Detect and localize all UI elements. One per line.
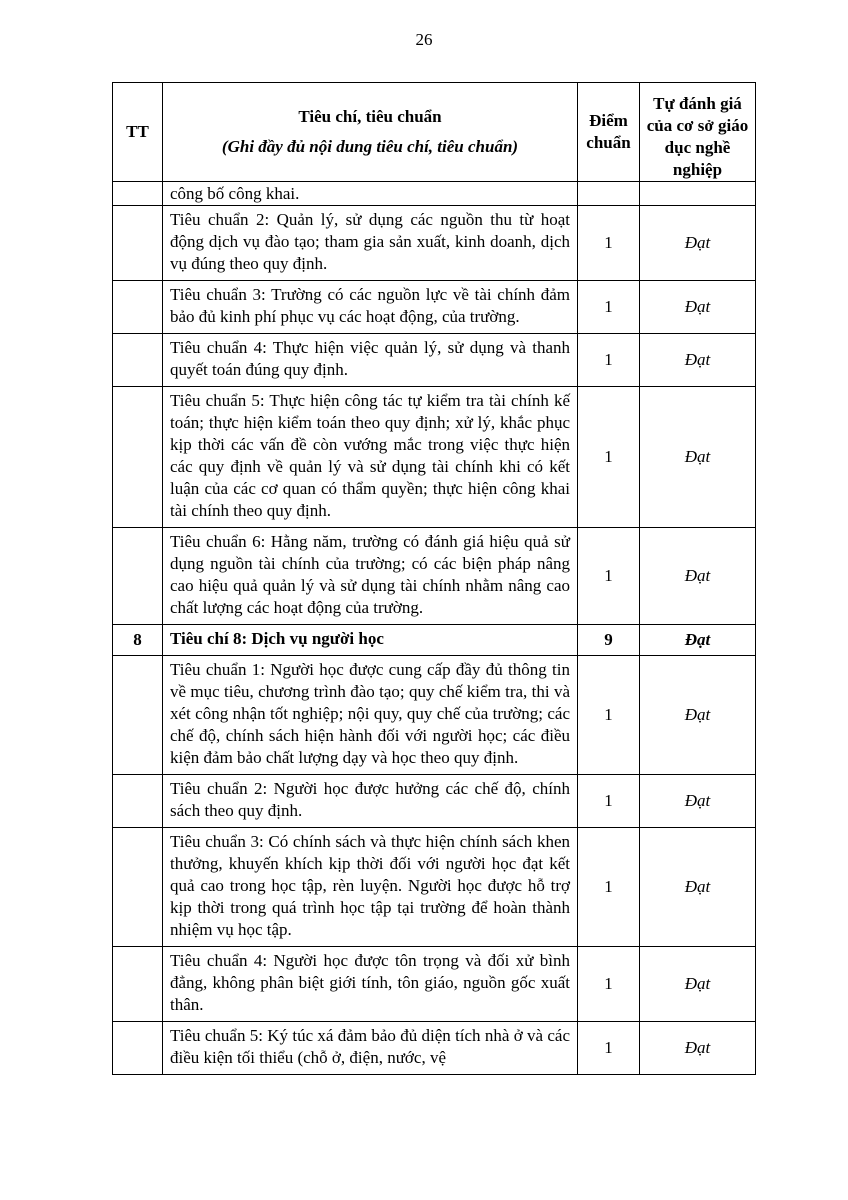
row-text-content: Tiêu chuẩn 5: Ký túc xá đảm bảo đủ diện tích nhà ở và các điều kiện tối thiểu (chỗ ở, điện, nước, vệ bbox=[170, 1026, 570, 1067]
criterion-row bbox=[113, 625, 756, 656]
header-criteria-title: Tiêu chí, tiêu chuẩn bbox=[298, 107, 442, 126]
continuation-row bbox=[113, 182, 756, 206]
row-eval: Đạt bbox=[640, 334, 756, 387]
standard-row bbox=[113, 334, 756, 387]
standard-row bbox=[113, 206, 756, 281]
row-eval: Đạt bbox=[640, 1022, 756, 1075]
row-score: 1 bbox=[578, 656, 640, 775]
row-tt bbox=[113, 775, 163, 828]
row-text: Tiêu chuẩn 3: Trường có các nguồn lực về tài chính đảm bảo đủ kinh phí phục vụ các hoạt động, của trường. bbox=[163, 281, 578, 334]
header-score: Điểm chuẩn bbox=[578, 83, 640, 182]
row-text: Tiêu chuẩn 2: Quản lý, sử dụng các nguồn thu từ hoạt động dịch vụ đào tạo; tham gia sản xuất, kinh doanh, dịch vụ đúng theo quy định. bbox=[163, 206, 578, 281]
row-tt: 8 bbox=[113, 625, 163, 656]
page-number: 26 bbox=[415, 30, 433, 49]
row-eval: Đạt bbox=[640, 828, 756, 947]
row-tt bbox=[113, 828, 163, 947]
row-text bbox=[163, 1022, 578, 1075]
row-score: 1 bbox=[578, 947, 640, 1022]
row-eval: Đạt bbox=[640, 387, 756, 528]
header-tt: TT bbox=[113, 83, 163, 182]
row-text: Tiêu chí 8: Dịch vụ người học bbox=[163, 625, 578, 656]
standard-row bbox=[113, 1022, 756, 1075]
row-text: Tiêu chuẩn 2: Người học được hưởng các chế độ, chính sách theo quy định. bbox=[163, 775, 578, 828]
standard-row bbox=[113, 947, 756, 1022]
row-score: 1 bbox=[578, 281, 640, 334]
row-tt bbox=[113, 528, 163, 625]
header-self-eval: Tự đánh giá của cơ sở giáo dục nghề nghiệp bbox=[640, 83, 756, 182]
row-eval: Đạt bbox=[640, 206, 756, 281]
row-eval: Đạt bbox=[640, 528, 756, 625]
row-text: Tiêu chuẩn 4: Người học được tôn trọng và đối xử bình đẳng, không phân biệt giới tính, tôn giáo, nguồn gốc xuất thân. bbox=[163, 947, 578, 1022]
row-score: 9 bbox=[578, 625, 640, 656]
row-score: 1 bbox=[578, 828, 640, 947]
row-score: 1 bbox=[578, 387, 640, 528]
criteria-table bbox=[112, 82, 756, 1075]
row-score: 1 bbox=[578, 1022, 640, 1075]
standard-row bbox=[113, 656, 756, 775]
row-tt bbox=[113, 1022, 163, 1075]
row-eval: Đạt bbox=[640, 625, 756, 656]
row-tt bbox=[113, 281, 163, 334]
header-criteria bbox=[163, 83, 578, 182]
row-eval: Đạt bbox=[640, 775, 756, 828]
row-score: 1 bbox=[578, 775, 640, 828]
row-tt bbox=[113, 206, 163, 281]
row-text: Tiêu chuẩn 4: Thực hiện việc quản lý, sử dụng và thanh quyết toán đúng quy định. bbox=[163, 334, 578, 387]
standard-row bbox=[113, 775, 756, 828]
continuation-text: công bố công khai. bbox=[163, 182, 578, 206]
row-score: 1 bbox=[578, 528, 640, 625]
row-text: Tiêu chuẩn 1: Người học được cung cấp đầy đủ thông tin về mục tiêu, chương trình đào tạo; quy chế kiểm tra, thi và xét công nhận tốt nghiệp; nội quy, quy chế của trường; các chế độ, chính sách hiện hành đối với người học; các điều kiện đảm bảo chất lượng dạy và học theo quy định. bbox=[163, 656, 578, 775]
row-text: Tiêu chuẩn 3: Có chính sách và thực hiện chính sách khen thưởng, khuyến khích kịp thời đối với người học đạt kết quả cao trong học tập, rèn luyện. Người học được hỗ trợ kịp thời trong quá trình học tập tại trường để hoàn thành nhiệm vụ học tập. bbox=[163, 828, 578, 947]
row-tt bbox=[113, 656, 163, 775]
standard-row bbox=[113, 387, 756, 528]
row-eval: Đạt bbox=[640, 281, 756, 334]
row-score: 1 bbox=[578, 206, 640, 281]
row-text: Tiêu chuẩn 5: Thực hiện công tác tự kiểm tra tài chính kế toán; thực hiện kiểm toán theo quy định; xử lý, khắc phục kịp thời các vấn đề còn vướng mắc trong việc thực hiện các quy định về quản lý và sử dụng tài chính khi có kết luận của các cơ quan có thẩm quyền; thực hiện công khai tài chính theo quy định. bbox=[163, 387, 578, 528]
row-eval: Đạt bbox=[640, 947, 756, 1022]
row-tt bbox=[113, 334, 163, 387]
header-criteria-note: (Ghi đầy đủ nội dung tiêu chí, tiêu chuẩn) bbox=[221, 137, 519, 156]
standard-row bbox=[113, 528, 756, 625]
row-tt bbox=[113, 947, 163, 1022]
table-header-row bbox=[113, 83, 756, 182]
row-tt bbox=[113, 387, 163, 528]
row-eval: Đạt bbox=[640, 656, 756, 775]
row-score: 1 bbox=[578, 334, 640, 387]
row-text: Tiêu chuẩn 6: Hằng năm, trường có đánh giá hiệu quả sử dụng nguồn tài chính của trường; có các biện pháp nâng cao hiệu quả quản lý và sử dụng tài chính nhằm nâng cao chất lượng các hoạt động của trường. bbox=[163, 528, 578, 625]
standard-row bbox=[113, 828, 756, 947]
standard-row bbox=[113, 281, 756, 334]
